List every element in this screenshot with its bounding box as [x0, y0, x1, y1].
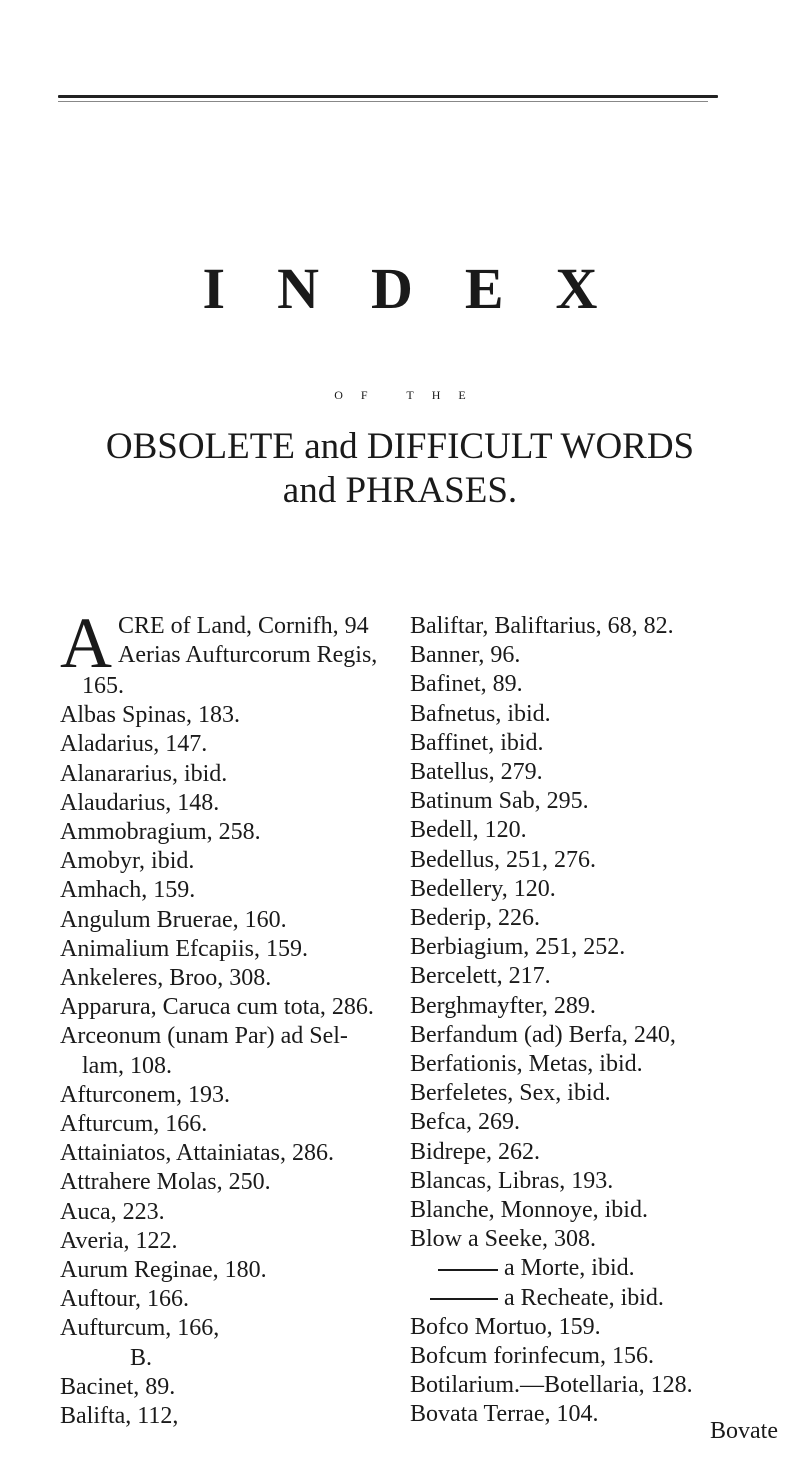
index-entry: Attrahere Molas, 250. — [60, 1169, 271, 1196]
index-entry: Alaudarius, 148. — [60, 789, 220, 816]
index-entry: Aufturcum, 166, — [60, 1315, 220, 1342]
right-column — [410, 612, 780, 1430]
index-entry: Befca, 269. — [410, 1109, 520, 1136]
index-entry: Bacinet, 89. — [60, 1373, 176, 1400]
index-entry: Aurum Reginae, 180. — [60, 1257, 267, 1284]
first-entry — [60, 612, 400, 672]
index-entry: Berfeletes, Sex, ibid. — [410, 1080, 611, 1107]
section-letter-b: B. — [130, 1344, 153, 1371]
index-entry: Animalium Efcapiis, 159. — [60, 935, 308, 962]
index-entry-text: a Recheate, ibid. — [504, 1284, 664, 1311]
index-entry: Bercelett, 217. — [410, 963, 551, 990]
index-entry: Berbiagium, 251, 252. — [410, 934, 626, 961]
left-column — [60, 612, 400, 1431]
index-entry: Bidrepe, 262. — [410, 1138, 540, 1165]
index-entry: Blancas, Libras, 193. — [410, 1167, 614, 1194]
index-entry: Arceonum (unam Par) ad Sel- — [60, 1023, 348, 1050]
index-entry: Angulum Bruerae, 160. — [60, 906, 287, 933]
index-entry: Blow a Seeke, 308. — [410, 1226, 596, 1253]
index-entry: Amobyr, ibid. — [60, 848, 195, 875]
ditto-dash — [430, 1298, 498, 1300]
index-entry: Averia, 122. — [60, 1227, 178, 1254]
index-entry: Berghmayfter, 289. — [410, 992, 596, 1019]
index-entry: Apparura, Caruca cum tota, 286. — [60, 994, 374, 1021]
title-line-2: and PHRASES. — [282, 470, 518, 511]
drop-cap: A — [60, 612, 112, 672]
index-entry: Bederip, 226. — [410, 905, 540, 932]
title-line-1: OBSOLETE and DIFFICULT WORDS — [105, 426, 695, 467]
subtitle-of-the: OF THE — [334, 388, 484, 402]
index-entry: Bofco Mortuo, 159. — [410, 1313, 601, 1340]
index-entry: Banner, 96. — [410, 642, 521, 669]
top-rule — [58, 95, 718, 98]
page-title — [0, 425, 800, 513]
index-entry-text: a Morte, ibid. — [504, 1255, 635, 1282]
index-entry: Bedell, 120. — [410, 817, 527, 844]
index-entry: Bedellery, 120. — [410, 875, 556, 902]
index-entry: Alanararius, ibid. — [60, 760, 228, 787]
index-entry — [410, 1254, 780, 1283]
index-entry: Bafnetus, ibid. — [410, 700, 551, 727]
index-entry: Batinum Sab, 295. — [410, 788, 589, 815]
index-entry: Aerias Aufturcorum Regis, — [118, 642, 378, 669]
index-entry: Batellus, 279. — [410, 759, 543, 786]
index-entry: Auca, 223. — [60, 1198, 165, 1225]
index-entry: Bafinet, 89. — [410, 671, 523, 698]
index-entry: CRE of Land, Cornifh, 94 — [118, 613, 369, 639]
index-entry: Bedellus, 251, 276. — [410, 846, 596, 873]
index-entry: Albas Spinas, 183. — [60, 702, 240, 729]
index-entry: Berfandum (ad) Berfa, 240, — [410, 1021, 676, 1048]
index-entry: Auftour, 166. — [60, 1286, 190, 1313]
index-entry: lam, 108. — [82, 1052, 172, 1079]
top-rule-thin — [58, 101, 708, 102]
index-entry — [410, 1284, 780, 1313]
index-entry: Ankeleres, Broo, 308. — [60, 965, 272, 992]
index-entry: Bovata Terrae, 104. — [410, 1401, 599, 1428]
index-entry: 165. — [82, 673, 124, 699]
ditto-dash — [438, 1269, 498, 1271]
index-entry: Attainiatos, Attainiatas, 286. — [60, 1140, 334, 1167]
index-entry: Amhach, 159. — [60, 877, 196, 904]
index-entry: Botilarium.—Botellaria, 128. — [410, 1372, 693, 1399]
index-entry: Aladarius, 147. — [60, 731, 208, 758]
index-entry: Baliftar, Baliftarius, 68, 82. — [410, 613, 674, 639]
catchword: Bovate — [710, 1418, 778, 1444]
index-entry: Ammobragium, 258. — [60, 819, 261, 846]
index-entry: Berfationis, Metas, ibid. — [410, 1051, 643, 1078]
index-entry: Afturcum, 166. — [60, 1111, 208, 1138]
index-entry: Blanche, Monnoye, ibid. — [410, 1197, 648, 1224]
index-entry: Bofcum forinfecum, 156. — [410, 1343, 654, 1370]
index-entry: Balifta, 112, — [60, 1403, 179, 1430]
page-title-index: INDEX — [202, 256, 650, 321]
index-entry: Afturconem, 193. — [60, 1081, 230, 1108]
index-entry: Baffinet, ibid. — [410, 729, 544, 756]
